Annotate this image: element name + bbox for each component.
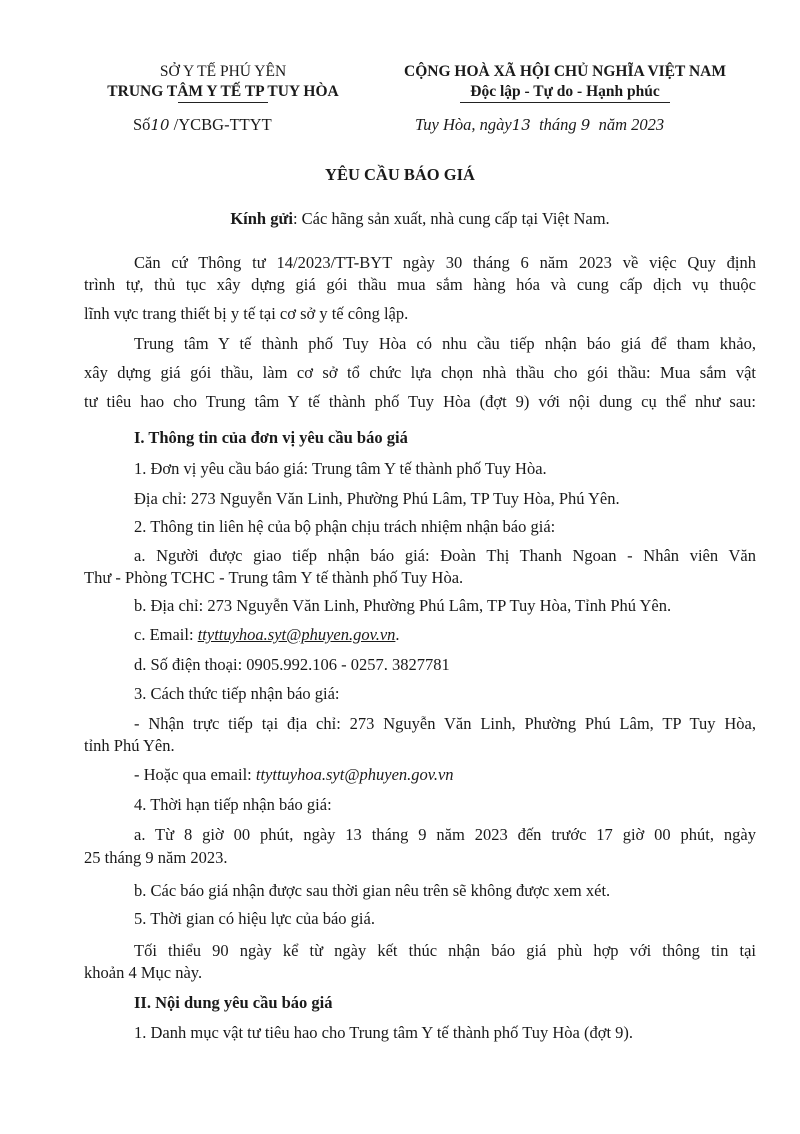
document-number — [133, 115, 272, 135]
s1-item3: 3. Cách thức tiếp nhận báo giá: — [134, 684, 340, 703]
s1-item5: 5. Thời gian có hiệu lực của báo giá. — [134, 909, 375, 928]
s1-contact-a-line1: a. Người được giao tiếp nhận báo giá: Đoàn Thị Thanh Ngoan - Nhân viên Văn — [134, 546, 756, 565]
doc-no-handwritten: 10 — [150, 116, 170, 134]
email-link[interactable]: ttyttuyhoa.syt@phuyen.gov.vn — [197, 625, 396, 644]
s1-item2: 2. Thông tin liên hệ của bộ phận chịu trách nhiệm nhận báo giá: — [134, 517, 556, 536]
salutation — [84, 208, 756, 230]
date-month-label: tháng — [539, 115, 577, 134]
national-motto: Độc lập - Tự do - Hạnh phúc — [470, 83, 660, 100]
email-option-link[interactable]: ttyttuyhoa.syt@phuyen.gov.vn — [255, 765, 454, 784]
doc-no-prefix: Số — [133, 115, 151, 134]
date-day-handwritten: 13 — [511, 116, 531, 134]
national-header — [365, 62, 765, 103]
s1-item1: 1. Đơn vị yêu cầu báo giá: Trung tâm Y tế thành phố Tuy Hòa. — [134, 459, 547, 478]
s1-contact-a-line2: Thư - Phòng TCHC - Trung tâm Y tế thành phố Tuy Hòa. — [84, 568, 464, 587]
email-end: . — [395, 625, 400, 644]
salutation-text: : Các hãng sản xuất, nhà cung cấp tại Việt Nam. — [292, 209, 610, 228]
email-label: c. Email: — [134, 625, 198, 644]
date-place: Tuy Hòa, ngày — [415, 115, 512, 134]
section1-heading: I. Thông tin của đơn vị yêu cầu báo giá — [134, 428, 408, 447]
date-year: năm 2023 — [598, 115, 665, 134]
s1-contact-b: b. Địa chỉ: 273 Nguyễn Văn Linh, Phường Phú Lâm, TP Tuy Hòa, Tỉnh Phú Yên. — [134, 596, 672, 615]
intro-p2-line2: xây dựng giá gói thầu, làm cơ sở tổ chức lựa chọn nhà thầu cho gói thầu: Mua sắm vật — [84, 363, 756, 382]
issuer-block — [88, 62, 358, 103]
section2-heading: II. Nội dung yêu cầu báo giá — [134, 993, 333, 1012]
doc-no-suffix: /YCBG-TTYT — [173, 115, 272, 134]
s1-validity-line2: khoản 4 Mục này. — [84, 963, 203, 982]
s1-address: Địa chỉ: 273 Nguyễn Văn Linh, Phường Phú Lâm, TP Tuy Hòa, Phú Yên. — [134, 489, 620, 508]
s1-contact-c — [84, 624, 756, 646]
salutation-label: Kính gửi — [230, 209, 293, 228]
intro-p2-line3: tư tiêu hao cho Trung tâm Y tế thành phố Tuy Hòa (đợt 9) với nội dung cụ thể như sau: — [84, 392, 756, 411]
s1-contact-d: d. Số điện thoại: 0905.992.106 - 0257. 3827781 — [134, 655, 450, 674]
s1-deadline-b: b. Các báo giá nhận được sau thời gian nêu trên sẽ không được xem xét. — [134, 881, 611, 900]
motto-underline — [460, 102, 670, 103]
s1-deadline-a-line1: a. Từ 8 giờ 00 phút, ngày 13 tháng 9 năm 2023 đến trước 17 giờ 00 phút, ngày — [134, 825, 756, 844]
intro-p2-line1: Trung tâm Y tế thành phố Tuy Hòa có nhu cầu tiếp nhận báo giá để tham khảo, — [134, 334, 756, 353]
s1-direct-line1: - Nhận trực tiếp tại địa chỉ: 273 Nguyễn Văn Linh, Phường Phú Lâm, TP Tuy Hòa, — [134, 714, 756, 733]
intro-p1-line1: Căn cứ Thông tư 14/2023/TT-BYT ngày 30 tháng 6 năm 2023 về việc Quy định — [134, 253, 756, 272]
s1-item4: 4. Thời hạn tiếp nhận báo giá: — [134, 795, 332, 814]
s2-item1: 1. Danh mục vật tư tiêu hao cho Trung tâm Y tế thành phố Tuy Hòa (đợt 9). — [134, 1023, 634, 1042]
issue-date — [415, 115, 664, 135]
document-title: YÊU CẦU BÁO GIÁ — [325, 165, 475, 184]
parent-agency: SỞ Y TẾ PHÚ YÊN — [159, 63, 287, 80]
s1-deadline-a-line2: 25 tháng 9 năm 2023. — [84, 848, 228, 867]
date-month-handwritten: 9 — [580, 116, 591, 134]
s1-validity-line1: Tối thiểu 90 ngày kể từ ngày kết thúc nhận báo giá phù hợp với thông tin tại — [134, 941, 756, 960]
s1-email-option — [84, 764, 756, 786]
nation-name: CỘNG HOÀ XÃ HỘI CHỦ NGHĨA VIỆT NAM — [404, 63, 726, 80]
intro-p1-line3: lĩnh vực trang thiết bị y tế tại cơ sở y tế công lập. — [84, 304, 409, 323]
issuing-agency: TRUNG TÂM Y TẾ TP TUY HÒA — [107, 83, 339, 100]
intro-p1-line2: trình tự, thủ tục xây dựng giá gói thầu mua sắm hàng hóa và cung cấp dịch vụ thuộc — [84, 275, 756, 294]
issuer-underline — [178, 102, 268, 103]
email-option-label: - Hoặc qua email: — [134, 765, 256, 784]
s1-direct-line2: tỉnh Phú Yên. — [84, 736, 175, 755]
